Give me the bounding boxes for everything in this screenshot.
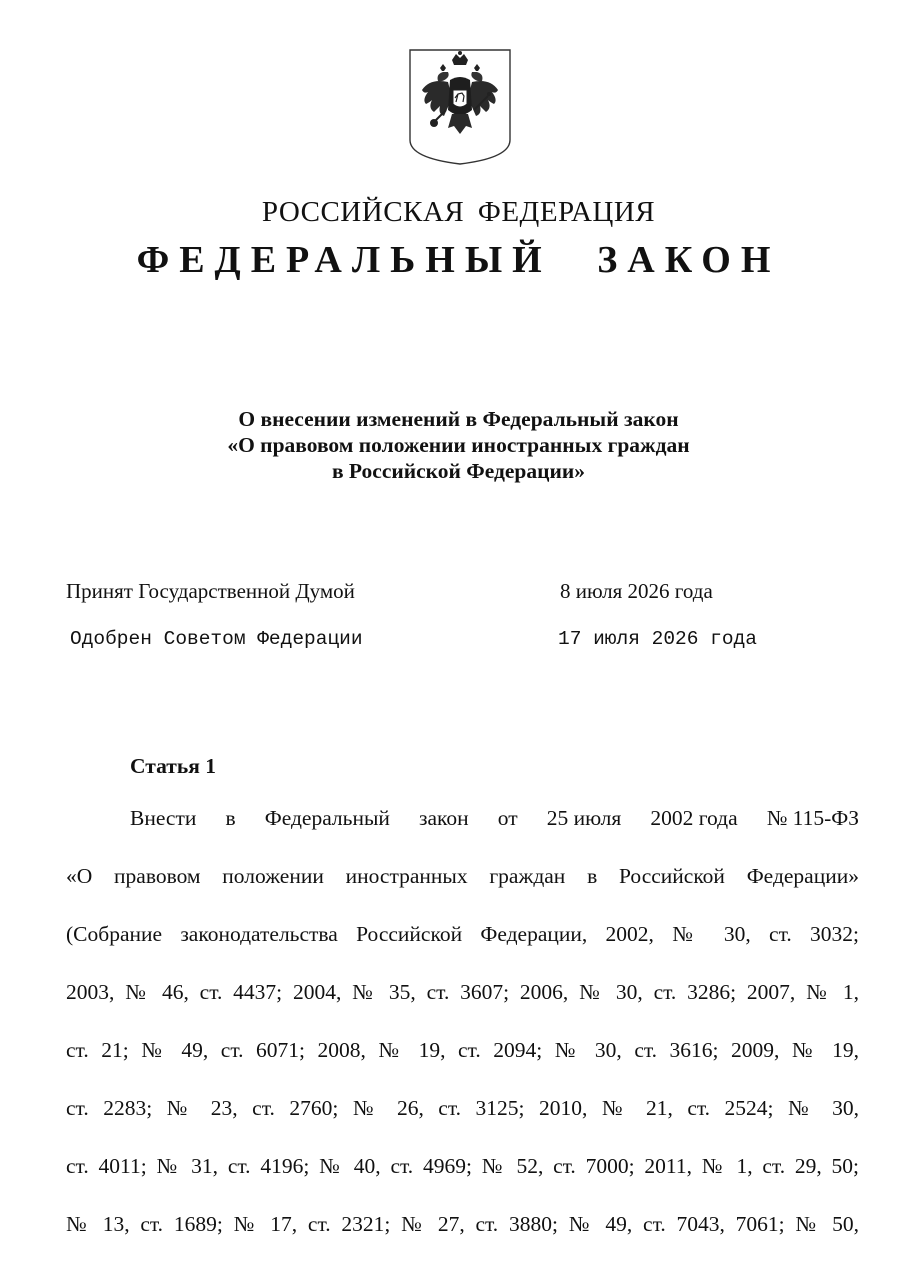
law-title-line: «О правовом положении иностранных граждан	[227, 433, 690, 457]
article-body-line: № 13, ст. 1689; № 17, ст. 2321; № 27, ст. 3880; № 49, ст. 7043, 7061; № 50,	[66, 1212, 859, 1236]
article-body-line: (Собрание законодательства Российской Федерации, 2002, № 30, ст. 3032;	[66, 922, 859, 946]
article-body-line: 2003, № 46, ст. 4437; 2004, № 35, ст. 3607; 2006, № 30, ст. 3286; 2007, № 1,	[66, 980, 859, 1004]
article-body-line	[130, 806, 859, 831]
document-type: ФЕДЕРАЛЬНЫЙ ЗАКОН	[136, 239, 781, 281]
council-approval-date: 17 июля 2026 года	[558, 628, 757, 650]
article-word: 2002 года	[650, 806, 738, 830]
article-heading: Статья 1	[130, 754, 216, 778]
double-headed-eagle-icon	[408, 48, 512, 166]
article-word: № 115-ФЗ	[766, 806, 859, 830]
duma-adoption-date: 8 июля 2026 года	[560, 579, 713, 603]
duma-adoption-label: Принят Государственной Думой	[66, 579, 355, 603]
article-word: закон	[419, 806, 469, 830]
article-word: от	[497, 806, 518, 830]
article-word: Федеральный	[264, 806, 390, 830]
council-approval-label: Одобрен Советом Федерации	[70, 628, 363, 650]
article-word: Внести	[130, 806, 197, 830]
law-title-line: в Российской Федерации»	[331, 459, 586, 483]
law-title-line: О внесении изменений в Федеральный закон	[238, 407, 679, 431]
law-title	[0, 406, 917, 484]
country-name: РОССИЙСКАЯ ФЕДЕРАЦИЯ	[261, 196, 656, 228]
coat-of-arms-emblem	[408, 48, 512, 166]
article-body-line: ст. 2283; № 23, ст. 2760; № 26, ст. 3125; 2010, № 21, ст. 2524; № 30,	[66, 1096, 859, 1120]
article-word: в	[225, 806, 236, 830]
article-word: 25 июля	[546, 806, 622, 830]
article-body-line: «О правовом положении иностранных граждан в Российской Федерации»	[66, 864, 859, 888]
article-body-line: ст. 4011; № 31, ст. 4196; № 40, ст. 4969; № 52, ст. 7000; 2011, № 1, ст. 29, 50;	[66, 1154, 859, 1178]
article-body-line: ст. 21; № 49, ст. 6071; 2008, № 19, ст. 2094; № 30, ст. 3616; 2009, № 19,	[66, 1038, 859, 1062]
